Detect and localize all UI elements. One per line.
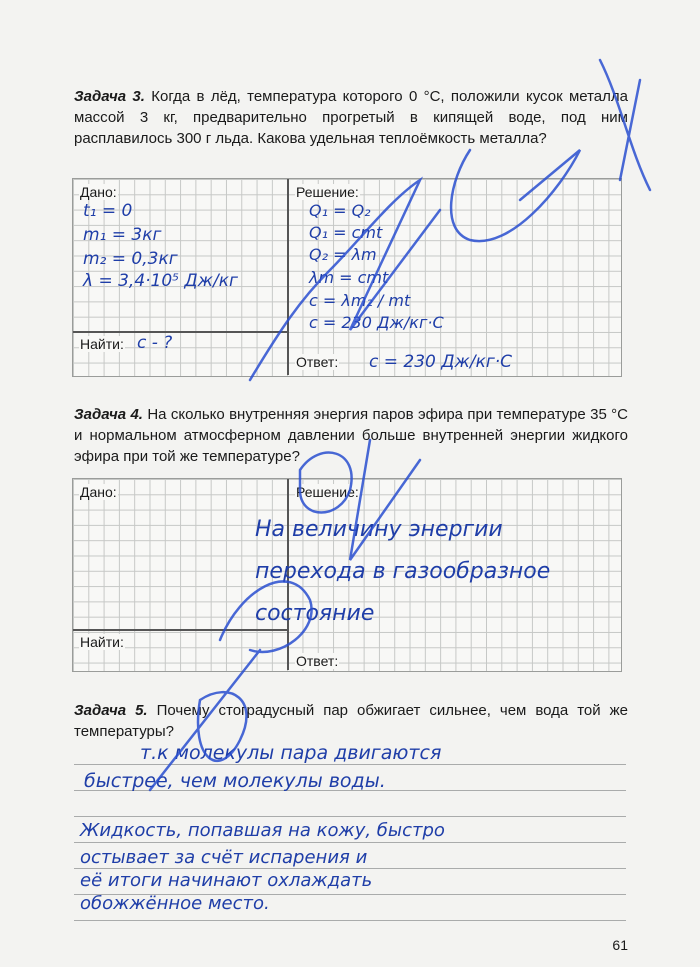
task5-answer-line-7: обожжённое место. [80, 893, 270, 914]
task4-grid [72, 478, 622, 672]
task3-answer: c = 230 Дж/кг·С [369, 352, 513, 372]
task4-label: Задача 4. [74, 406, 143, 423]
task3-dano-label: Дано: [80, 184, 117, 200]
task4-reshenie-label: Решение: [296, 484, 359, 500]
task4-solution-3: состояние [255, 601, 375, 626]
task5-answer-line-6: её итоги начинают охлаждать [80, 870, 373, 891]
task4-naiti-label: Найти: [80, 634, 124, 650]
task3-solution-4: λm = cmt [309, 268, 389, 287]
task4-statement [74, 404, 628, 467]
task3-solution-5: c = λm₂ / mt [309, 291, 411, 310]
task4-solution-2: перехода в газообразное [255, 559, 551, 584]
task3-solution-6: c = 230 Дж/кг·С [309, 313, 444, 332]
task3-label: Задача 3. [74, 88, 145, 105]
task3-solution-3: Q₂ = λm [309, 245, 377, 264]
task3-grid [72, 178, 622, 377]
task3-naiti-label: Найти: [80, 336, 124, 352]
task5-label: Задача 5. [74, 702, 148, 719]
task5-text: Почему стоградусный пар обжигает сильнее, чем вода той же температуры? [74, 702, 628, 740]
task3-find: c - ? [137, 333, 173, 353]
task4-text: На сколько внутренняя энергия паров эфира при температуре 35 °С и нормальном атмосферном давлении больше внутренней энергии жидкого эфира при той же температуре? [74, 406, 628, 465]
task3-given-2: m₁ = 3кг [83, 225, 162, 245]
task5-answer-line-2: быстрее, чем молекулы воды. [84, 770, 386, 792]
task4-dano-label: Дано: [80, 484, 117, 500]
task3-reshenie-label: Решение: [296, 184, 359, 200]
task3-solution-2: Q₁ = cmt [309, 223, 383, 242]
task5-answer-line-4: Жидкость, попавшая на кожу, быстро [80, 820, 445, 841]
task5-answer-line-1: т.к молекулы пара двигаются [140, 742, 442, 764]
task4-solution-1: На величину энергии [255, 517, 503, 542]
task3-otvet-label: Ответ: [296, 354, 339, 370]
task3-solution-1: Q₁ = Q₂ [309, 201, 371, 220]
task3-text: Когда в лёд, температура которого 0 °С, положили кусок металла массой 3 кг, предварительно прогретый в кипящей воде, под ним расплавилось 300 г льда. Какова удельная теплоёмкость металла? [74, 88, 628, 147]
page-number: 61 [612, 937, 628, 953]
task4-otvet-label: Ответ: [296, 653, 339, 669]
task3-given-1: t₁ = 0 [83, 201, 133, 221]
task5-answer-line-5: остывает за счёт испарения и [80, 847, 368, 868]
task3-statement [74, 86, 628, 149]
task3-given-3: m₂ = 0,3кг [83, 249, 178, 269]
task5-statement [74, 700, 628, 742]
task3-given-4: λ = 3,4·10⁵ Дж/кг [83, 271, 238, 291]
